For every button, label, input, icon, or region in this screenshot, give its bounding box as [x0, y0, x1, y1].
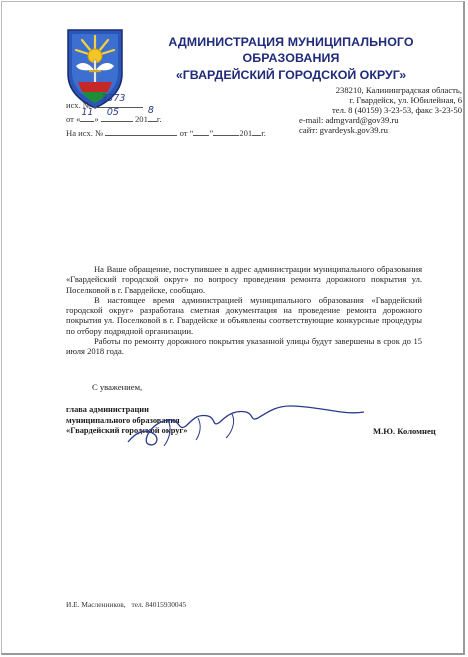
- letter-body: [66, 264, 422, 357]
- signatory-title-line-1: глава администрации: [66, 405, 149, 414]
- address-phone: тел. 8 (40159) 3-23-53, факс 3-23-50: [332, 105, 462, 115]
- incoming-year-suffix: г.: [261, 128, 266, 138]
- date-close-quote: »: [94, 114, 99, 124]
- executor-phone: тел. 84015930045: [131, 600, 187, 609]
- header-line-1: АДМИНИСТРАЦИЯ МУНИЦИПАЛЬНОГО ОБРАЗОВАНИЯ: [168, 35, 414, 65]
- paragraph-1: На Ваше обращение, поступившее в адрес администрации муниципального образования «Гвардейский городской округ» по вопросу проведения ремонта дорожного покрытия ул. Поселковой в г. Гвардейске, сообщаю.: [66, 264, 422, 295]
- date-open-quote: от «: [66, 114, 81, 124]
- incoming-year-field: [252, 127, 261, 136]
- outgoing-number-line: [66, 93, 143, 110]
- outgoing-number-label: исх. №: [66, 100, 92, 110]
- day-field: [80, 107, 94, 122]
- month-handwritten: 05: [106, 107, 119, 118]
- incoming-reference-line: [66, 127, 266, 138]
- paragraph-2: В настоящее время администрацией муниципального образования «Гвардейский городской округ» разработана сметная документация на проведение ремонта дорожного покрытия ул. Поселковой в г. Гвардейске и объявлены соответствующие конкурсные процедуры по отбору подрядной организации.: [66, 294, 422, 336]
- executor-name: И.Е. Масленников,: [66, 600, 126, 609]
- incoming-from-label: от “: [179, 128, 194, 138]
- incoming-day-field: [193, 127, 209, 136]
- incoming-number-label: На исх. №: [66, 128, 104, 138]
- handwritten-signature: [108, 392, 378, 454]
- day-handwritten: 11: [81, 107, 94, 118]
- month-field: [101, 107, 133, 122]
- incoming-year-prefix: 201: [239, 128, 253, 138]
- signatory-name: М.Ю. Коломнец: [373, 426, 436, 436]
- organization-header: [131, 34, 451, 84]
- outgoing-number-handwritten: 3373: [101, 93, 126, 104]
- signatory-title-line-3: «Гвардейский городской округ»: [66, 426, 188, 435]
- incoming-month-field: [213, 127, 239, 136]
- year-suffix: г.: [156, 114, 162, 124]
- address-block: [292, 85, 462, 135]
- signatory-title-line-2: муниципального образования: [66, 415, 180, 425]
- year-field: [147, 105, 157, 122]
- address-line-2: г. Гвардейск, ул. Юбилейная, 6: [349, 95, 462, 105]
- paragraph-3: Работы по ремонту дорожного покрытия указанной улицы будут завершены в срок до 15 июля 2018 года.: [66, 336, 422, 357]
- header-line-2: «ГВАРДЕЙСКИЙ ГОРОДСКОЙ ОКРУГ»: [175, 68, 407, 82]
- regards-text: С уважением,: [92, 382, 143, 392]
- year-prefix: 201: [135, 114, 148, 124]
- address-line-1: 238210, Калининградская область,: [335, 85, 462, 95]
- address-site: сайт: gvardeysk.gov39.ru: [299, 125, 388, 135]
- year-handwritten: 8: [147, 105, 154, 116]
- address-email: e-mail: admgvard@gov39.ru: [299, 115, 399, 125]
- incoming-quote: ”: [209, 128, 214, 138]
- incoming-number-field: [105, 127, 177, 136]
- executor-info: [66, 600, 190, 609]
